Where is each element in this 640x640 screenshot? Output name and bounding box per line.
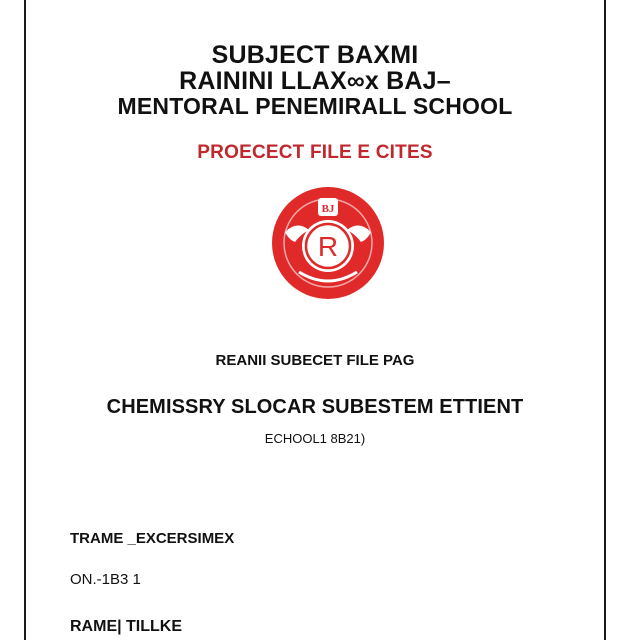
field-rame: RAME| TILLKE (70, 618, 183, 635)
subject-line: CHEMISSRY SLOCAR SUBESTEM ETTIENT (106, 396, 524, 418)
school-line: ECHOOL1 8B21) (264, 431, 366, 446)
document-page (24, 0, 606, 640)
crest-letter: R (317, 231, 339, 262)
header-line-2: RAININI LLAX∞x BAJ– (179, 67, 451, 95)
header-line-3: MENTORAL PENEMIRALL SCHOOL (117, 93, 513, 119)
field-on: ON.-1B3 1 (70, 571, 141, 588)
subtitle: REANII SUBECET FILE PAG (215, 352, 415, 369)
school-crest-icon (271, 186, 385, 300)
header-line-1: SUBJECT BAXMI (211, 41, 419, 69)
project-title: PROECECT FILE E CITES (197, 142, 433, 163)
field-trame: TRAME _EXCERSIMEX (70, 530, 235, 547)
crest-top-mark: BJ (321, 203, 335, 215)
